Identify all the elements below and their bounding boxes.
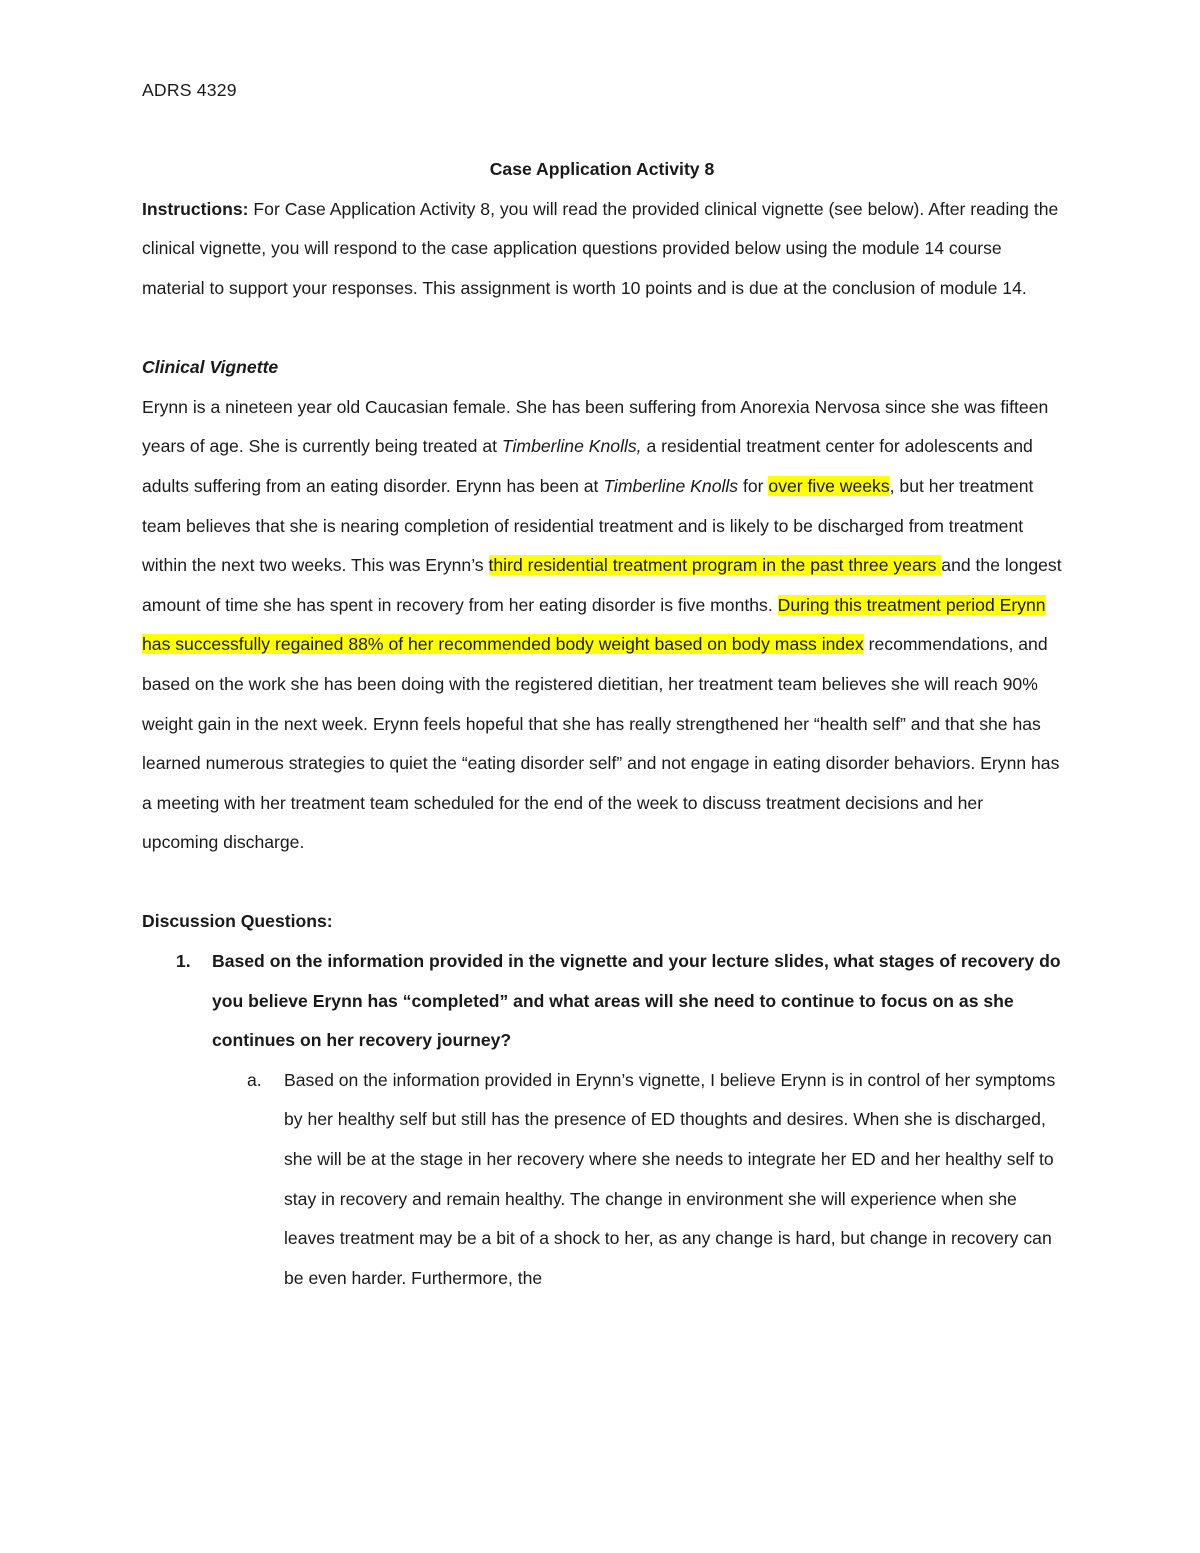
vignette-text-3: for — [738, 475, 769, 496]
question-text: Based on the information provided in the vignette and your lecture slides, what stages of recovery do you believe Erynn has “completed” and what areas will she need to continue to focus on as she continues on her recovery journey? — [212, 951, 1061, 1051]
blank-line — [142, 309, 1062, 349]
discussion-question — [142, 942, 1062, 1298]
discussion-heading: Discussion Questions: — [142, 911, 333, 932]
instructions-label: Instructions: — [142, 198, 249, 219]
discussion-question-list — [142, 942, 1062, 1298]
vignette-italic-facility-1: Timberline Knolls, — [501, 436, 642, 457]
vignette-text-6: recommendations, and based on the work she has been doing with the registered dietitian, her treatment team believes she will reach 90% weight gain in the next week. Erynn feels hopeful that she has really strengthened her “health self” and that she has learned numerous strategies to quiet the “eating disorder self” and not engage in eating disorder behaviors. Erynn has a meeting with her treatment team scheduled for the end of the week to discuss treatment decisions and her upcoming discharge. — [142, 634, 1060, 853]
highlight-program-count: third residential treatment program in the past three years — [488, 555, 942, 576]
answer-letter: a. — [247, 1069, 262, 1090]
course-code-header: ADRS 4329 — [142, 80, 237, 100]
highlight-weight-regain: During this treatment period Erynn has successfully regained 88% of her recommended body weight based on body mass index — [142, 594, 1046, 655]
instructions-paragraph — [142, 190, 1062, 309]
vignette-text-5: and the longest amount of time she has spent in recovery from her eating disorder is five months. — [142, 555, 1062, 615]
question-number: 1. — [176, 951, 191, 972]
vignette-text-2: a residential treatment center for adolescents and adults suffering from an eating disorder. Erynn has been at — [142, 436, 1033, 496]
blank-line — [142, 111, 1062, 151]
answer-item — [142, 1061, 1062, 1299]
answer-text: Based on the information provided in Erynn’s vignette, I believe Erynn is in control of her symptoms by her healthy self but still has the presence of ED thoughts and desires. When she is discharged, she will be at the stage in her recovery where she needs to integrate her ED and her healthy self to stay in recovery and remain healthy. The change in environment she will experience when she leaves treatment may be a bit of a shock to her, as any change is hard, but change in recovery can be even harder. Furthermore, the — [284, 1069, 1056, 1288]
vignette-text-1: Erynn is a nineteen year old Caucasian female. She has been suffering from Anorexia Nervosa since she was fifteen years of age. She is currently being treated at — [142, 396, 1049, 457]
vignette-heading: Clinical Vignette — [142, 357, 279, 378]
highlight-duration: over five weeks — [768, 475, 890, 496]
instructions-text: For Case Application Activity 8, you will read the provided clinical vignette (see below). After reading the clinical vignette, you will respond to the case application questions provided below using the module 14 course material to support your responses. This assignment is worth 10 points and is due at the conclusion of module 14. — [142, 198, 1059, 298]
vignette-text-4: , but her treatment team believes that she is nearing completion of residential treatment and is likely to be discharged from treatment within the next two weeks. This was Erynn’s — [142, 475, 1034, 576]
vignette-paragraph — [142, 388, 1062, 863]
document-title: Case Application Activity 8 — [489, 159, 715, 180]
blank-line — [142, 863, 1062, 903]
vignette-italic-facility-2: Timberline Knolls — [603, 475, 739, 496]
document-body — [142, 71, 1062, 1298]
